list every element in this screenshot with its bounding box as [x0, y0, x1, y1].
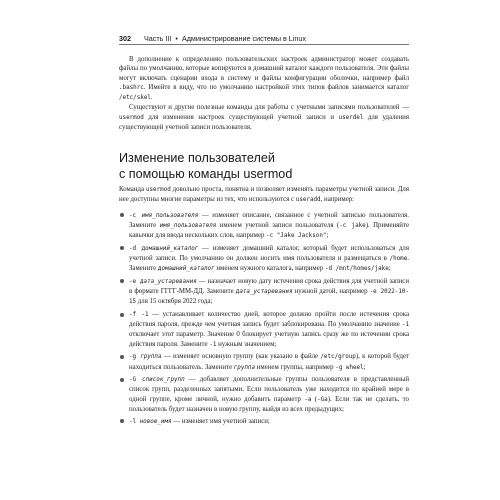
text-fragment: .: [150, 94, 153, 101]
text-fragment: , например:: [320, 196, 355, 204]
text-fragment: В дополнение к определению пользовательских настроек администратор может создавать файлы по умолчанию, которые копируются в домашний каталог каждого пользователя. Эти файлы могут включать сценарии входа в систему и файлы конфигурации оболочки, например файл: [119, 56, 409, 82]
code-fragment: -a: [304, 396, 312, 403]
code-fragment: /etc/group: [320, 354, 356, 361]
code-fragment: дата_устаревания: [139, 278, 197, 285]
code-fragment: домашний_каталог: [141, 245, 199, 252]
option-list-item: [119, 417, 409, 427]
text-fragment: именем учетной записи пользователя (: [216, 221, 340, 229]
bullet-icon: [120, 313, 124, 317]
text-fragment: для изменения настроек существующей учетной записи и: [143, 113, 339, 121]
code-fragment: -g: [129, 354, 141, 361]
intro-paragraph-2: [119, 103, 409, 132]
bullet-icon: [120, 419, 124, 423]
text-fragment: — изменяет имя учетной записи;: [171, 417, 270, 425]
text-fragment: — устанавливает количество дней, которое должно пройти после истечения срока действия пароля, прежде чем учетная запись будет заблокирована. По умолчанию значение: [129, 310, 410, 329]
code-fragment: список_групп: [142, 377, 185, 384]
bullet-icon: [120, 355, 124, 359]
option-list-item: [119, 310, 409, 350]
text-fragment: для 15 октября 2022 года;: [136, 298, 213, 306]
code-fragment: дата_устаревания: [235, 289, 293, 296]
running-header: [119, 32, 409, 44]
code-fragment: имя_пользователя: [159, 222, 217, 229]
text-fragment: Команда: [119, 186, 146, 193]
section-heading-line-1: Изменение пользователей: [119, 151, 275, 165]
code-fragment: -c jake: [339, 222, 366, 229]
text-fragment: нужной датой, например: [292, 288, 370, 296]
code-fragment: userdel: [338, 114, 364, 121]
section-heading-line-2: с помощью команды usermod: [119, 167, 293, 181]
code-fragment: usermod: [119, 114, 144, 121]
code-fragment: -c: [129, 212, 142, 219]
code-fragment: -l: [129, 418, 140, 425]
text-fragment: ;: [363, 363, 366, 371]
text-fragment: ). Если так не сделать, то пользователь будет назначен в новую группу, выйдя из всех предыдущих;: [129, 395, 409, 413]
option-list-item: [119, 352, 409, 373]
text-fragment: нужным значением;: [216, 340, 277, 348]
option-list-item: [119, 277, 409, 308]
code-fragment: -1: [401, 322, 409, 329]
code-fragment: -d /mnt/homes/jake: [324, 266, 389, 273]
option-list-item: [119, 211, 409, 242]
code-fragment: группа: [233, 364, 256, 371]
bullet-icon: [120, 279, 124, 283]
code-fragment: -e 2022-10-15: [129, 289, 409, 306]
code-fragment: новое_имя: [139, 418, 172, 425]
code-fragment: -d: [129, 245, 142, 252]
text-fragment: ). Применяйте кавычки для ввода нескольких слов, например: [129, 221, 410, 239]
text-fragment: — добавляет дополнительные группы пользователя в представленный список групп, разделенных запятыми. Если пользователь уже находится по крайней мере в одной группе, кроме личной, нужно добавить параметр: [129, 376, 410, 403]
code-fragment: .bashrc: [119, 84, 144, 91]
code-fragment: группа: [140, 354, 162, 361]
text-fragment: — изменяет описание, связанное с учетной записью пользователя. Замените: [129, 211, 410, 229]
header-bullet: •: [175, 33, 178, 43]
text-fragment: (: [311, 395, 318, 403]
section-intro: [119, 185, 409, 206]
text-fragment: именем нужного каталога, например: [214, 265, 325, 273]
section-label: Администрирование системы в Linux: [181, 33, 306, 43]
text-fragment: . Имейте в виду, что по умолчанию настройкой этих типов файлов занимается каталог: [143, 83, 409, 91]
text-fragment: довольно проста, понятна и позволяет изменять параметры учетной записи. Для нее доступны многие параметры из тех, что используются с: [119, 186, 409, 204]
code-fragment: -f -1: [129, 311, 149, 318]
bullet-icon: [120, 378, 124, 382]
section-heading: [119, 150, 409, 182]
text-fragment: Существуют и другие полезные команды для работы с учетными записями пользователей —: [129, 104, 409, 112]
code-fragment: /home: [389, 255, 408, 262]
text-fragment: ;: [388, 265, 391, 273]
code-fragment: -c "Jake Jackson": [266, 233, 327, 239]
text-fragment: . Замените: [129, 254, 409, 273]
text-fragment: отключает этот параметр. Значение 0 блокирует учетную запись сразу же по истечении срока действия пароля. Замените: [129, 331, 409, 348]
code-fragment: -Ga: [317, 396, 328, 403]
bullet-icon: [120, 213, 124, 217]
code-fragment: -g wheel: [335, 364, 364, 371]
text-fragment: именем группы, например: [255, 363, 336, 371]
code-fragment: -e: [129, 278, 140, 285]
code-fragment: -G: [129, 377, 143, 384]
code-fragment: имя_пользователя: [141, 212, 199, 219]
page-number: 302: [119, 33, 131, 43]
code-fragment: -1: [209, 341, 217, 348]
part-label: Часть III: [144, 33, 172, 43]
code-fragment: usermod: [145, 187, 171, 193]
option-list-item: [119, 375, 409, 414]
text-fragment: — изменяет домашний каталог, который будет использоваться для учетной записи. По умолчанию он должен носить имя пользователя и размещаться в: [129, 244, 409, 262]
text-fragment: для удаления существующей учетной записи пользователя.: [119, 113, 409, 131]
code-fragment: домашний_каталог: [157, 266, 215, 273]
bullet-icon: [120, 246, 124, 250]
code-fragment: useradd: [295, 197, 321, 204]
intro-paragraph-1: [119, 55, 409, 103]
text-fragment: ;: [326, 232, 329, 239]
header-rule: [119, 44, 409, 45]
option-list: [119, 211, 409, 427]
option-list-item: [119, 244, 409, 275]
text-fragment: ), к которой будет находиться пользователь. Замените: [129, 353, 409, 371]
code-fragment: /etc/skel: [119, 95, 151, 101]
intro-block: [119, 55, 409, 132]
text-fragment: — назначает новую дату истечения срока действия для учетной записи в формате ГГГГ-ММ-ДД. Замените: [129, 277, 409, 296]
text-fragment: — изменяет основную группу (как указано в файле: [161, 353, 321, 361]
section-body: [119, 185, 409, 429]
